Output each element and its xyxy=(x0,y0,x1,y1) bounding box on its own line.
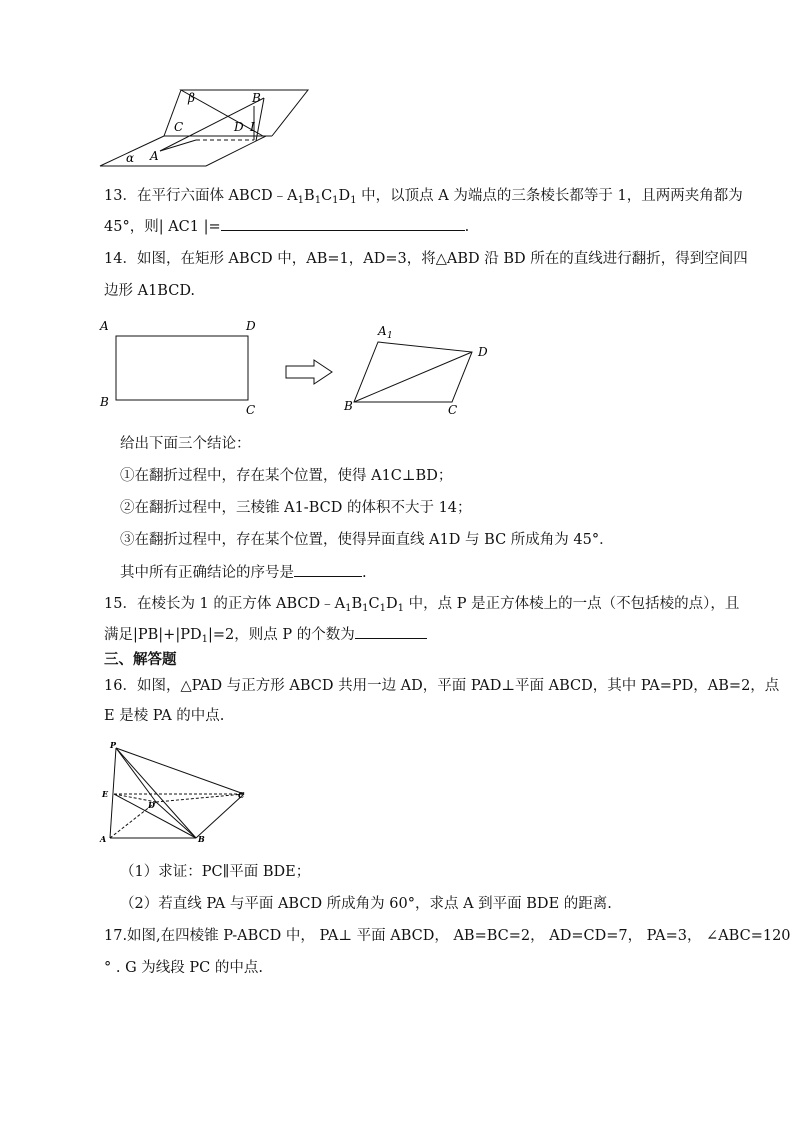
quad-a1bcd xyxy=(354,342,472,402)
label-d: D xyxy=(246,319,256,333)
label-d: D xyxy=(234,120,244,134)
q13-line1: 13．在平行六面体 $ABCD﹣A_1B_1C_1D_1$ 中，以顶点 A 为端点的三条棱长都等于 1，且两两夹角都为 xyxy=(104,188,743,206)
q15-line1: 15．在棱长为 1 的正方体 $ABCD﹣A_1B_1C_1D_1$ 中，点 P 是正方体棱上的一点（不包括棱的点），且 xyxy=(104,596,740,614)
q14-conclusion-2: ②在翻折过程中，三棱锥 A1-BCD 的体积不大于 14； xyxy=(120,500,472,516)
label-b: B xyxy=(100,395,109,409)
edge-pc xyxy=(116,748,244,794)
label-c: C xyxy=(246,403,256,417)
label-a1: A xyxy=(378,324,387,338)
q15-line2: 满足$|PB|+|PD_1|=2$，则点 P 的个数为 xyxy=(104,624,427,645)
label-c: C xyxy=(174,120,184,134)
label-e: E xyxy=(102,789,109,799)
answer-blank-14 xyxy=(294,562,362,577)
label-b: B xyxy=(252,91,261,105)
q16-part2: （2）若直线 PA 与平面 ABCD 所成角为 60°，求点 A 到平面 BDE 的距离. xyxy=(120,896,612,912)
q14-conclusion-1: ①在翻折过程中，存在某个位置，使得 A1C⊥BD； xyxy=(120,468,453,484)
q14-conclusion-3: ③在翻折过程中，存在某个位置，使得异面直线 A1D 与 BC 所成角为 45°． xyxy=(120,532,614,548)
pyramid-figure xyxy=(96,742,256,846)
label-alpha: α xyxy=(126,151,135,165)
q17-line1: 17.如图,在四棱锥 P-ABCD 中， PA⊥ 平面 ABCD， AB=BC=2， AD=CD=7， PA=3， ∠ABC=120 xyxy=(104,928,791,944)
diagonal-bd xyxy=(354,352,472,402)
rectangle-abcd xyxy=(116,336,248,400)
label-c2: C xyxy=(448,403,458,417)
dashed-dc xyxy=(156,794,244,802)
label-a: A xyxy=(150,149,159,163)
q14-question: 其中所有正确结论的序号是 . xyxy=(120,562,367,583)
section-heading: 三、解答题 xyxy=(104,652,177,668)
answer-blank-15 xyxy=(355,624,427,639)
label-a1-sub: 1 xyxy=(387,331,393,341)
label-p: P xyxy=(110,740,117,750)
label-d: D xyxy=(148,800,155,810)
label-b2: B xyxy=(344,399,353,413)
q14-line1: 14．如图，在矩形 ABCD 中，AB=1，AD=3，将△ABD 沿 BD 所在的直线进行翻折，得到空间四 xyxy=(104,251,748,267)
label-b: B xyxy=(198,834,205,844)
rectangle-fold-figure xyxy=(96,318,516,418)
two-planes-figure xyxy=(96,86,306,170)
q16-part1: （1）求证：PC∥平面 BDE； xyxy=(120,864,311,880)
edge-bc xyxy=(196,794,244,838)
label-a: A xyxy=(100,834,107,844)
label-i: I xyxy=(250,120,255,134)
label-d2: D xyxy=(478,345,488,359)
q13-line2: 45°，则| AC1 |= . xyxy=(104,216,469,237)
label-a: A xyxy=(100,319,109,333)
q16-line1: 16．如图，△PAD 与正方形 ABCD 共用一边 AD，平面 PAD⊥平面 ABCD，其中 PA=PD，AB=2，点 xyxy=(104,678,780,694)
answer-blank-13 xyxy=(221,216,465,231)
label-c: C xyxy=(238,790,245,800)
fold-arrow xyxy=(286,360,332,384)
q14-line2: 边形 A1BCD. xyxy=(104,283,196,299)
plane-beta-edge xyxy=(181,90,308,136)
q16-line2: E 是棱 PA 的中点. xyxy=(104,708,225,724)
edge-pa xyxy=(110,748,116,838)
label-beta: β xyxy=(188,91,195,105)
q17-line2: ° . G 为线段 PC 的中点. xyxy=(104,960,263,976)
q14-lead: 给出下面三个结论： xyxy=(120,436,251,452)
